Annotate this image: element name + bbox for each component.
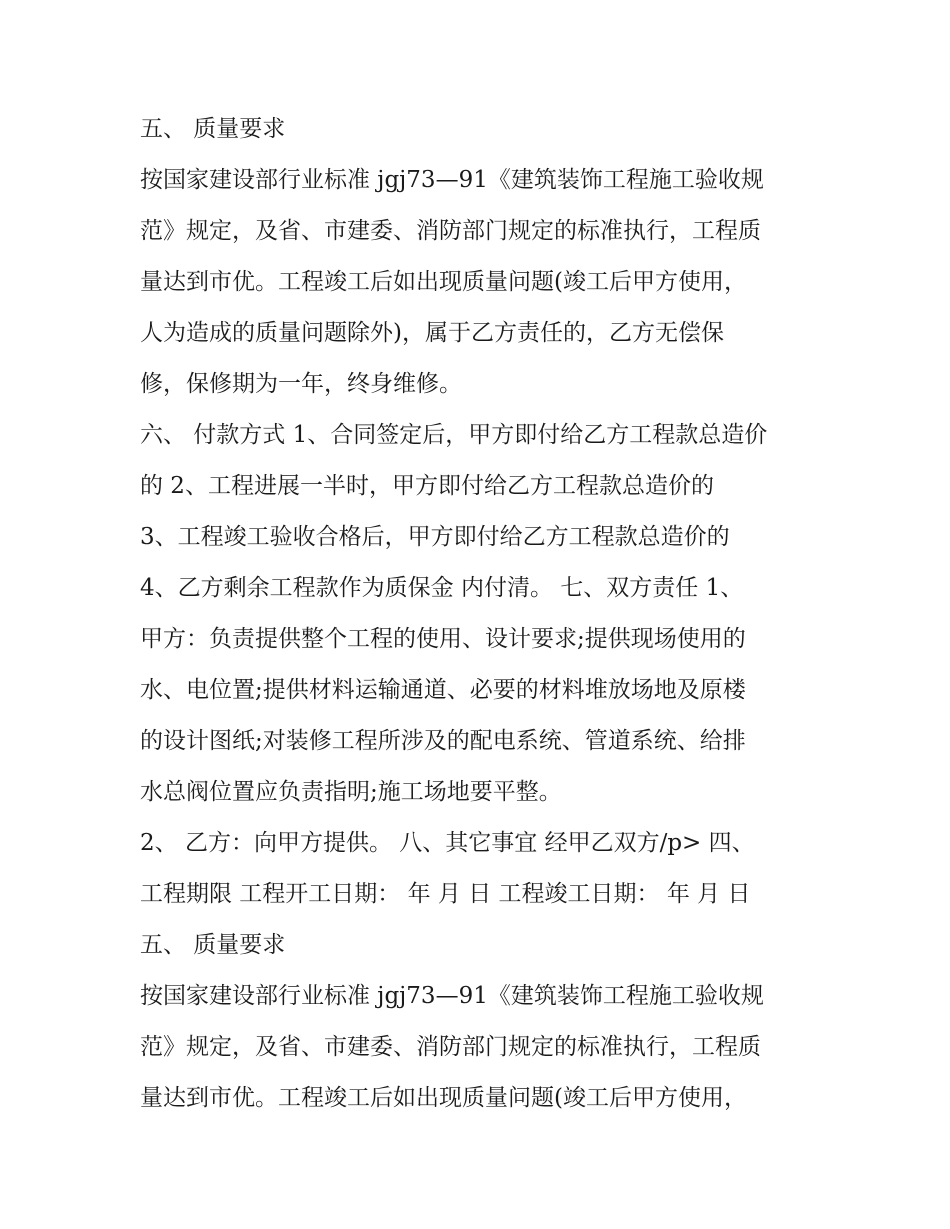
- text-line: 甲方：负责提供整个工程的使用、设计要求;提供现场使用的: [140, 626, 746, 652]
- section-heading-quality: 五、 质量要求: [140, 932, 286, 958]
- text-line: 3、工程竣工验收合格后，甲方即付给乙方工程款总造价的: [140, 524, 730, 550]
- text-line: 按国家建设部行业标准 jgj73—91《建筑装饰工程施工验收规: [140, 983, 764, 1009]
- text-line: 2、 乙方：向甲方提供。 八、其它事宜 经甲乙双方/p> 四、: [140, 830, 755, 856]
- text-line: 的 2、工程进展一半时，甲方即付给乙方工程款总造价的: [140, 473, 714, 499]
- section-heading-quality: 五、 质量要求: [140, 116, 286, 142]
- text-line: 范》规定，及省、市建委、消防部门规定的标准执行，工程质: [140, 1034, 761, 1060]
- text-line: 修，保修期为一年，终身维修。: [140, 371, 462, 397]
- text-line: 水、电位置;提供材料运输通道、必要的材料堆放场地及原楼: [140, 677, 746, 703]
- text-line: 范》规定，及省、市建委、消防部门规定的标准执行，工程质: [140, 218, 761, 244]
- text-line: 人为造成的质量问题除外)，属于乙方责任的，乙方无偿保: [140, 320, 724, 346]
- text-line: 量达到市优。工程竣工后如出现质量问题(竣工后甲方使用，: [140, 269, 747, 295]
- text-line: 量达到市优。工程竣工后如出现质量问题(竣工后甲方使用，: [140, 1085, 747, 1111]
- text-line: 按国家建设部行业标准 jgj73—91《建筑装饰工程施工验收规: [140, 167, 764, 193]
- text-line: 水总阀位置应负责指明;施工场地要平整。: [140, 779, 562, 805]
- text-line: 4、乙方剩余工程款作为质保金 内付清。 七、双方责任 1、: [140, 575, 744, 601]
- section-heading-payment: 六、 付款方式 1、合同签定后，甲方即付给乙方工程款总造价: [140, 422, 768, 448]
- text-line: 工程期限 工程开工日期： 年 月 日 工程竣工日期： 年 月 日: [140, 881, 751, 907]
- text-line: 的设计图纸;对装修工程所涉及的配电系统、管道系统、给排: [140, 728, 746, 754]
